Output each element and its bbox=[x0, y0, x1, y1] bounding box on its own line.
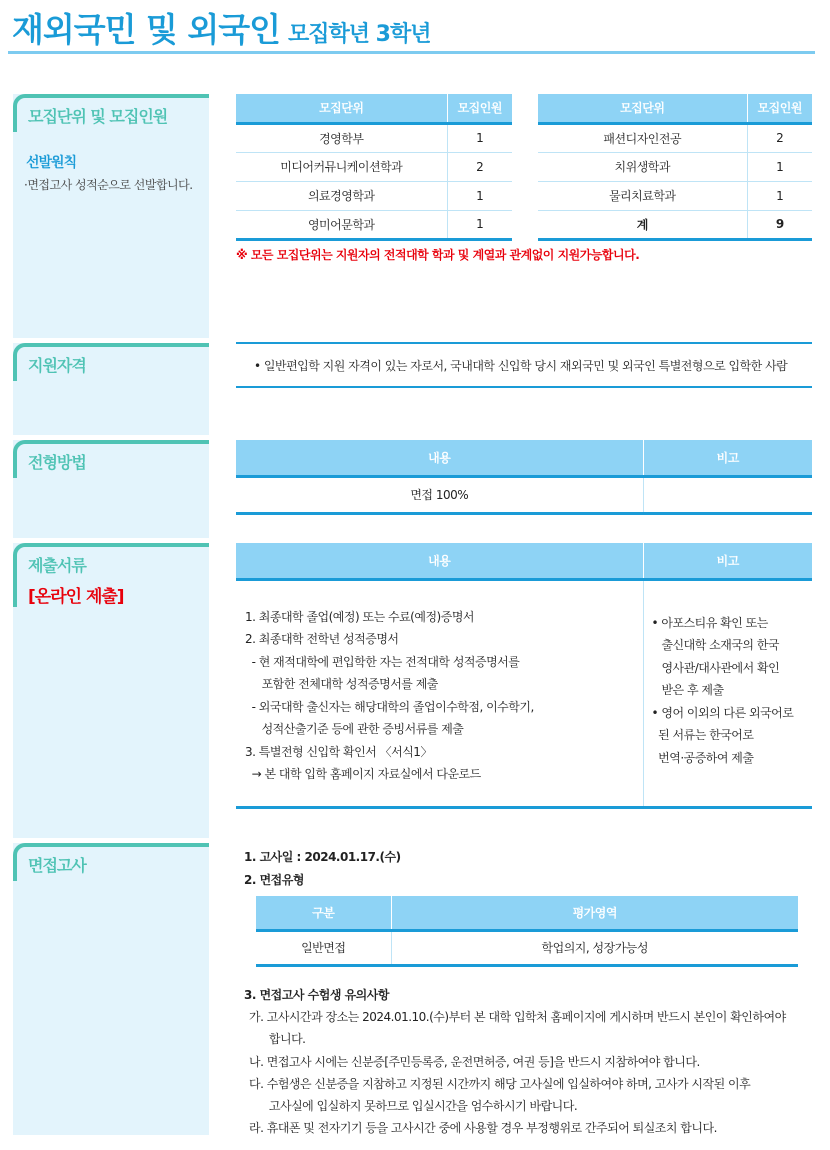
cell-count: 1 bbox=[747, 152, 812, 181]
method-table bbox=[236, 440, 812, 515]
cell-unit: 경영학부 bbox=[236, 123, 447, 152]
text-line: 받은 후 제출 bbox=[651, 683, 724, 697]
section-label-method: 전형방법 bbox=[13, 440, 209, 478]
header-content: 내용 bbox=[236, 543, 643, 579]
cell-unit: 치위생학과 bbox=[538, 152, 747, 181]
documents-table bbox=[236, 543, 812, 809]
cell-unit: 미디어커뮤니케이션학과 bbox=[236, 152, 447, 181]
table-row bbox=[236, 181, 512, 210]
header-unit: 모집단위 bbox=[236, 94, 447, 123]
quota-table-left bbox=[236, 94, 512, 241]
header-count: 모집인원 bbox=[747, 94, 812, 123]
section-label-quota: 모집단위 및 모집인원 bbox=[13, 94, 209, 132]
table-row bbox=[538, 123, 812, 152]
documents-remarks bbox=[643, 579, 812, 807]
section-label-eligibility: 지원자격 bbox=[13, 343, 209, 381]
cell-count: 1 bbox=[447, 123, 512, 152]
online-submit-label: [온라인 제출] bbox=[28, 587, 124, 607]
text-line: 2. 최종대학 전학년 성적증명서 bbox=[245, 632, 399, 646]
cell-count: 1 bbox=[747, 181, 812, 210]
table-row bbox=[256, 930, 798, 965]
interview-type-table bbox=[256, 896, 798, 967]
cell-unit: 계 bbox=[538, 210, 747, 239]
eligibility-box bbox=[236, 342, 812, 388]
text-line: - 현 재적대학에 편입학한 자는 전적대학 성적증명서를 bbox=[245, 654, 520, 669]
cell-unit: 영미어문학과 bbox=[236, 210, 447, 239]
text-line: 출신대학 소재국의 한국 bbox=[651, 638, 779, 652]
text-line: • 영어 이외의 다른 외국어로 bbox=[651, 705, 794, 720]
page-title bbox=[12, 4, 431, 51]
panel-documents bbox=[13, 543, 209, 838]
title-sub: 모집학년 3학년 bbox=[288, 22, 431, 47]
cell-unit: 물리치료학과 bbox=[538, 181, 747, 210]
header-content: 내용 bbox=[236, 440, 643, 476]
text-line: 라. 휴대폰 및 전자기기 등을 고사시간 중에 사용할 경우 부정행위로 간주되어 퇴실조치 합니다. bbox=[249, 1121, 717, 1136]
header-category: 구분 bbox=[256, 896, 391, 930]
section-label-documents bbox=[13, 543, 209, 607]
cell-count: 2 bbox=[747, 123, 812, 152]
cell-content: 면접 100% bbox=[236, 476, 643, 513]
text-line: 영사관/대사관에서 확인 bbox=[651, 660, 780, 675]
text-line: 가. 고사시간과 장소는 2024.01.10.(수)부터 본 대학 입학처 홈페이지에 게시하며 반드시 본인이 확인하여야 bbox=[249, 1010, 786, 1024]
title-main: 재외국민 및 외국인 bbox=[12, 10, 281, 49]
table-row bbox=[538, 210, 812, 239]
quota-note: ※ 모든 모집단위는 지원자의 전적대학 학과 및 계열과 관계없이 지원가능합니다. bbox=[236, 248, 640, 262]
documents-label: 제출서류 bbox=[28, 556, 86, 575]
eligibility-text: • 일반편입학 지원 자격이 있는 자로서, 국내대학 신입학 당시 재외국민 및 외국인 특별전형으로 입학한 사람 bbox=[254, 359, 788, 373]
header-count: 모집인원 bbox=[447, 94, 512, 123]
cell-evaluation: 학업의지, 성장가능성 bbox=[391, 930, 798, 965]
interview-notes-title: 3. 면접고사 수험생 유의사항 bbox=[244, 988, 389, 1002]
text-line: 다. 수험생은 신분증을 지참하고 지정된 시간까지 해당 고사실에 입실하여야 하며, 고사가 시작된 이후 bbox=[249, 1076, 751, 1091]
cell-count: 9 bbox=[747, 210, 812, 239]
interview-type-title: 2. 면접유형 bbox=[244, 873, 304, 887]
panel-interview bbox=[13, 843, 209, 1135]
cell-count: 2 bbox=[447, 152, 512, 181]
text-line: 1. 최종대학 졸업(예정) 또는 수료(예정)증명서 bbox=[245, 609, 474, 624]
text-line: 나. 면접고사 시에는 신분증[주민등록증, 운전면허증, 여권 등]을 반드시 지참하여야 합니다. bbox=[249, 1054, 700, 1069]
interview-notes bbox=[249, 1006, 786, 1140]
text-line: → 본 대학 입학 홈페이지 자료실에서 다운로드 bbox=[245, 767, 481, 781]
section-label-interview: 면접고사 bbox=[13, 843, 209, 881]
cell-category: 일반면접 bbox=[256, 930, 391, 965]
table-row bbox=[236, 123, 512, 152]
cell-unit: 의료경영학과 bbox=[236, 181, 447, 210]
table-row bbox=[236, 152, 512, 181]
table-row bbox=[236, 476, 812, 513]
table-row bbox=[236, 579, 812, 807]
table-row bbox=[538, 152, 812, 181]
quota-table-right bbox=[538, 94, 812, 241]
header-remark: 비고 bbox=[643, 543, 812, 579]
principle-title: 선발원칙 bbox=[26, 155, 77, 171]
table-row bbox=[538, 181, 812, 210]
cell-remark bbox=[643, 476, 812, 513]
title-divider bbox=[8, 51, 815, 54]
panel-method bbox=[13, 440, 209, 538]
header-evaluation: 평가영역 bbox=[391, 896, 798, 930]
text-line: 된 서류는 한국어로 bbox=[651, 728, 754, 742]
text-line: 합니다. bbox=[249, 1032, 306, 1047]
header-unit: 모집단위 bbox=[538, 94, 747, 123]
text-line: 3. 특별전형 신입학 확인서 〈서식1〉 bbox=[245, 744, 432, 759]
cell-count: 1 bbox=[447, 181, 512, 210]
panel-quota bbox=[13, 94, 209, 338]
text-line: 성적산출기준 등에 관한 증빙서류를 제출 bbox=[245, 722, 464, 736]
table-row bbox=[236, 210, 512, 239]
text-line: 번역·공증하여 제출 bbox=[651, 750, 754, 765]
documents-content bbox=[236, 579, 643, 807]
interview-date: 1. 고사일 : 2024.01.17.(수) bbox=[244, 850, 401, 864]
text-line: • 아포스티유 확인 또는 bbox=[651, 615, 768, 630]
cell-count: 1 bbox=[447, 210, 512, 239]
cell-unit: 패션디자인전공 bbox=[538, 123, 747, 152]
principle-text: ·면접고사 성적순으로 선발합니다. bbox=[24, 178, 193, 192]
text-line: 고사실에 입실하지 못하므로 입실시간을 엄수하시기 바랍니다. bbox=[249, 1099, 578, 1114]
text-line: - 외국대학 출신자는 해당대학의 졸업이수학점, 이수학기, bbox=[245, 699, 534, 714]
text-line: 포함한 전체대학 성적증명서를 제출 bbox=[245, 677, 438, 691]
panel-eligibility bbox=[13, 343, 209, 435]
header-remark: 비고 bbox=[643, 440, 812, 476]
